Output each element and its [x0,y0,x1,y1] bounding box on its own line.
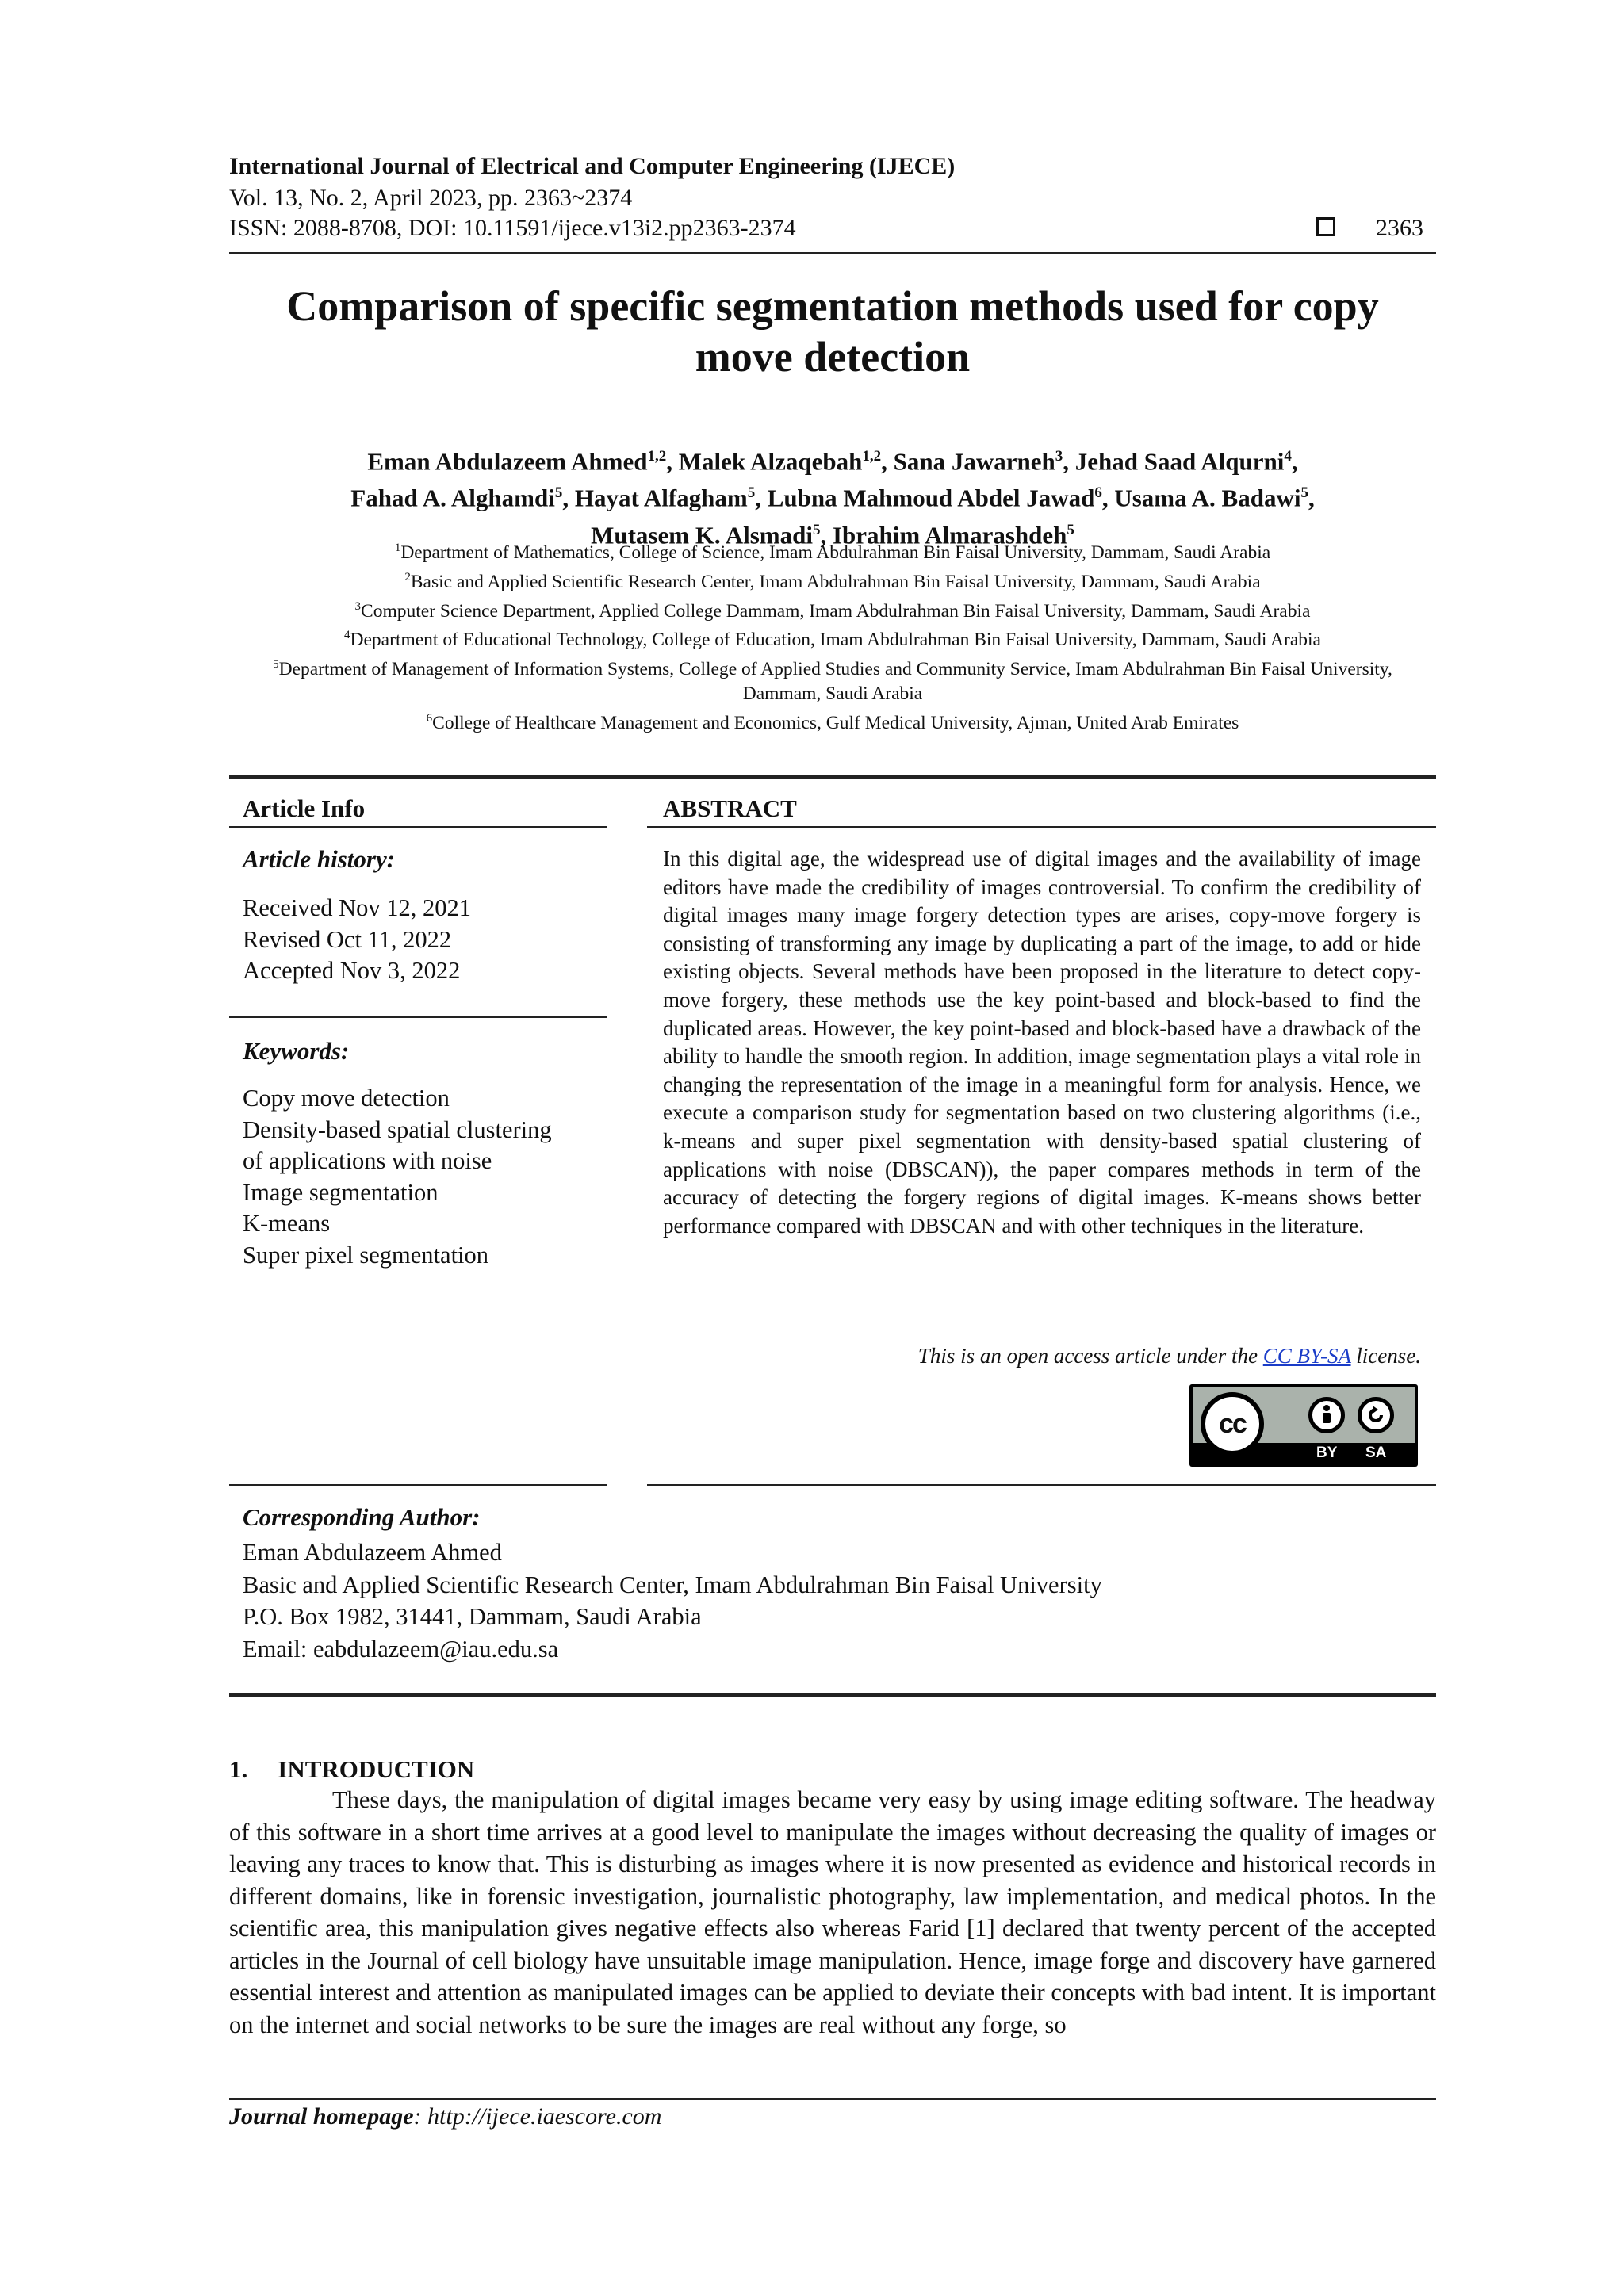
affiliation-text: Computer Science Department, Applied College Dammam, Imam Abdulrahman Bin Faisal University, Dammam, Saudi Arabia [361,600,1311,622]
author-name: Usama A. Badawi [1114,484,1301,512]
article-info-bottom-rule [229,1484,607,1486]
history-received: Received Nov 12, 2021 [243,894,471,921]
author-affiliation-mark: 1,2 [862,448,882,465]
affiliation-number: 2 [404,570,411,584]
abstract-body: In this digital age, the widespread use of digital images and the availability of image editors have made the credibility of images controversial. To confirm the credibility of digital images many image forgery detection types are arises, copy-move forgery is consisting of transforming any image by duplicating a part of the image, to add or hide existing objects. Several methods have been proposed in the literature to detect copy-move forgery, these methods use the key point-based and block-based to find the duplicated areas. However, the key point-based and block-based have a drawback of the ability to handle the smooth region. In addition, image segmentation plays a vital role in changing the representation of the image in a meaningful form for analysis. Hence, we execute a comparison study for segmentation based on two clustering algorithms (i.e., k-means and super pixel segmentation with density-based spatial clustering of applications with noise (DBSCAN)), the paper compares methods in term of the accuracy of detecting the forgery regions of digital images. K-means shows better performance compared with DBSCAN and with other techniques in the literature. [663,847,1421,1238]
abstract-bottom-rule [647,1484,1436,1486]
affiliation-item [229,706,1436,736]
author-affiliation-mark: 6 [1094,484,1102,502]
affiliation-item [229,652,1436,706]
affiliation-list [229,536,1436,736]
introduction-heading [229,1755,474,1784]
box-top-rule [229,775,1436,779]
author-list [229,441,1436,551]
author-name: Hayat Alfagham [574,484,748,512]
badge-sa-label: SA [1365,1445,1387,1461]
keyword-item: K-means [243,1210,331,1237]
introduction-paragraph: These days, the manipulation of digital images became very easy by using image editing software. The headway of this software in a short time arrives at a good level to manipulate the images without decreasing the quality of images or leaving any traces to know that. This is disturbing as images where it is now presented as evidence and historical records in different domains, like in forensic investigation, journalistic photography, law implementation, and medical photos. In the scientific area, this manipulation gives negative effects also whereas Farid [1] declared that twenty percent of the accepted articles in the Journal of cell biology have unsuitable image manipulation. Hence, image forge and discovery have garnered essential interest and attention as manipulated images can be applied to deviate their concepts with bad intent. It is important on the internet and social networks to be sure the images are real without any forge, so [229,1786,1436,2038]
keywords-heading: Keywords: [243,1037,350,1065]
author-line-2 [229,477,1436,514]
box-bottom-rule [229,1693,1436,1697]
homepage-label: Journal homepage [229,2103,414,2130]
author-separator: , [1101,484,1115,512]
author-name: Mutasem K. Alsmadi [591,520,813,549]
share-alike-arrow-icon [1362,1401,1390,1429]
section-title: INTRODUCTION [278,1755,475,1783]
keywords-list [243,1083,599,1271]
section-number: 1. [229,1755,248,1783]
cc-icon: cc [1201,1392,1264,1456]
article-info-heading: Article Info [243,794,366,822]
license-link[interactable]: CC BY-SA [1262,1344,1351,1368]
author-affiliation-mark: 4 [1284,448,1292,465]
author-line-1 [229,441,1436,477]
keyword-item: Copy move detection [243,1085,450,1112]
square-bullet-icon [1316,217,1335,236]
affiliation-number: 1 [394,541,401,554]
keyword-item: Super pixel segmentation [243,1241,489,1269]
author-affiliation-mark: 5 [1300,484,1308,502]
keyword-item: Image segmentation [243,1178,439,1206]
keyword-item: Density-based spatial clustering [243,1115,552,1143]
person-icon [1312,1401,1341,1429]
corresponding-address: P.O. Box 1982, 31441, Dammam, Saudi Arabia [243,1603,702,1630]
paper-title-line-1: Comparison of specific segmentation methods used for copy [286,282,1379,330]
affiliation-number: 3 [354,599,362,613]
author-name: Ibrahim Almarashdeh [832,520,1067,549]
badge-by-label: BY [1316,1445,1338,1461]
header-rule [229,252,1436,254]
affiliation-item [229,565,1436,595]
author-separator: , [820,520,833,549]
author-separator: , [755,484,768,512]
keyword-item: of applications with noise [243,1147,492,1174]
affiliation-item [229,623,1436,652]
corresponding-author-heading: Corresponding Author: [243,1503,481,1531]
author-name: Jehad Saad Alqurni [1074,447,1285,476]
article-history-heading: Article history: [243,845,396,873]
author-affiliation-mark: 1,2 [647,448,667,465]
footer-rule [229,2098,1436,2100]
author-affiliation-mark: 5 [747,484,756,502]
corresponding-name: Eman Abdulazeem Ahmed [243,1539,502,1566]
author-separator: , [562,484,575,512]
page-number: 2363 [1376,215,1423,241]
affiliation-text: Department of Educational Technology, College of Education, Imam Abdulrahman Bin Faisal University, Dammam, Saudi Arabia [350,629,1321,651]
author-separator: , [881,447,894,476]
author-name: Eman Abdulazeem Ahmed [367,447,648,476]
affiliation-number: 6 [426,712,433,725]
homepage-url[interactable]: : http://ijece.iaescore.com [413,2103,662,2130]
abstract-heading: ABSTRACT [663,794,797,822]
affiliation-text: Department of Management of Information Systems, College of Applied Studies and Community Service, Imam Abdulrahman Bin Faisal University, Dammam, Saudi Arabia [278,659,1392,705]
license-prefix: This is an open access article under the [917,1344,1263,1368]
abstract-rule [647,826,1436,828]
keywords-rule [229,1016,607,1018]
license-suffix: license. [1350,1344,1421,1368]
author-name: Sana Jawarneh [893,447,1055,476]
journal-homepage [229,2103,661,2131]
cc-by-sa-badge[interactable] [1189,1384,1418,1467]
affiliation-item [229,536,1436,565]
by-person-icon [1308,1397,1345,1433]
author-name: Malek Alzaqebah [678,447,863,476]
affiliation-number: 5 [273,658,279,672]
affiliation-item [229,595,1436,624]
affiliation-text: Basic and Applied Scientific Research Center, Imam Abdulrahman Bin Faisal University, Dammam, Saudi Arabia [410,571,1261,592]
introduction-body [229,1784,1436,2041]
author-affiliation-mark: 3 [1055,448,1063,465]
history-accepted: Accepted Nov 3, 2022 [243,957,461,984]
article-history-list [243,893,599,987]
license-notice [663,1341,1421,1370]
journal-issn-doi: ISSN: 2088-8708, DOI: 10.11591/ijece.v13i2.pp2363-2374 [229,215,796,241]
article-info-rule [229,826,607,828]
journal-name: International Journal of Electrical and Computer Engineering (IJECE) [229,153,956,179]
share-alike-icon [1358,1397,1394,1433]
author-separator: , [1308,484,1315,512]
author-separator: , [1063,447,1075,476]
paper-title-line-2: move detection [695,333,971,381]
affiliation-number: 4 [344,629,350,642]
author-name: Fahad A. Alghamdi [350,484,555,512]
corresponding-email[interactable]: Email: eabdulazeem@iau.edu.sa [243,1635,559,1663]
corresponding-author-block [243,1536,1432,1665]
author-separator: , [666,447,679,476]
author-affiliation-mark: 5 [1067,521,1074,538]
history-revised: Revised Oct 11, 2022 [243,925,452,953]
author-affiliation-mark: 5 [812,521,821,538]
author-separator: , [1291,447,1298,476]
paper-title [229,281,1436,382]
author-affiliation-mark: 5 [554,484,563,502]
journal-volume: Vol. 13, No. 2, April 2023, pp. 2363~2374 [229,185,633,211]
affiliation-text: College of Healthcare Management and Economics, Gulf Medical University, Ajman, United Arab Emirates [432,712,1239,733]
author-name: Lubna Mahmoud Abdel Jawad [767,484,1095,512]
corresponding-institution: Basic and Applied Scientific Research Center, Imam Abdulrahman Bin Faisal University [243,1571,1102,1598]
affiliation-text: Department of Mathematics, College of Science, Imam Abdulrahman Bin Faisal University, Dammam, Saudi Arabia [400,541,1271,563]
